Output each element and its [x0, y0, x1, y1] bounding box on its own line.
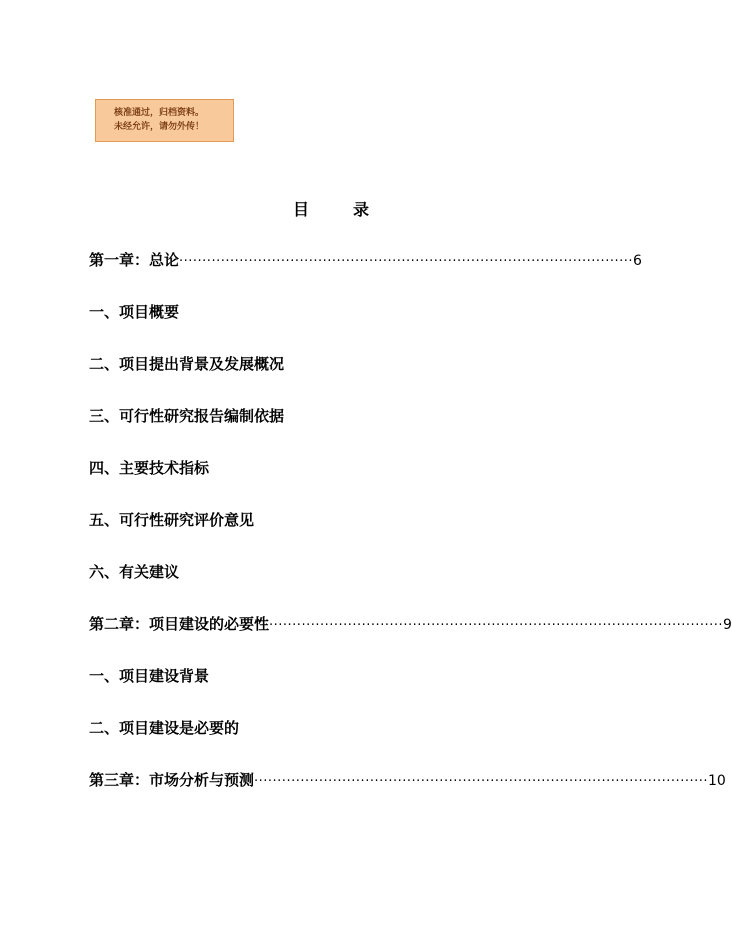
- approval-stamp: [95, 99, 234, 142]
- toc-leader-dots: ··································································································: [254, 774, 708, 789]
- toc-page-number: 9: [722, 617, 732, 633]
- toc-leader-dots: ··································································································: [179, 254, 633, 269]
- toc-entry-section[interactable]: 六、有关建议: [89, 563, 180, 581]
- toc-entry-chapter-2[interactable]: [89, 613, 732, 635]
- toc-page-number: 10: [707, 773, 726, 789]
- stamp-line-approved: 核准通过，归档资料。: [114, 108, 205, 118]
- toc-page-number: 6: [632, 253, 642, 269]
- toc-entry-label: 第一章：总论: [89, 251, 180, 269]
- toc-entry-label: 第三章：市场分析与预测: [89, 771, 255, 789]
- toc-entry-section[interactable]: 一、项目概要: [89, 303, 180, 321]
- toc-entry-section[interactable]: 四、主要技术指标: [89, 459, 210, 477]
- toc-entry-chapter-1[interactable]: [89, 249, 642, 271]
- toc-entry-chapter-3[interactable]: [89, 769, 726, 791]
- stamp-line-confidential: 未经允许，请勿外传！: [114, 122, 205, 132]
- toc-entry-section[interactable]: 二、项目建设是必要的: [89, 719, 240, 737]
- toc-entry-section[interactable]: 三、可行性研究报告编制依据: [89, 407, 285, 425]
- toc-entry-section[interactable]: 五、可行性研究评价意见: [89, 511, 255, 529]
- toc-entry-label: 第二章：项目建设的必要性: [89, 615, 270, 633]
- toc-title: 目录: [292, 200, 413, 219]
- toc-entry-section[interactable]: 二、项目提出背景及发展概况: [89, 355, 285, 373]
- toc-entry-section[interactable]: 一、项目建设背景: [89, 667, 210, 685]
- toc-leader-dots: ··································································································: [269, 618, 723, 633]
